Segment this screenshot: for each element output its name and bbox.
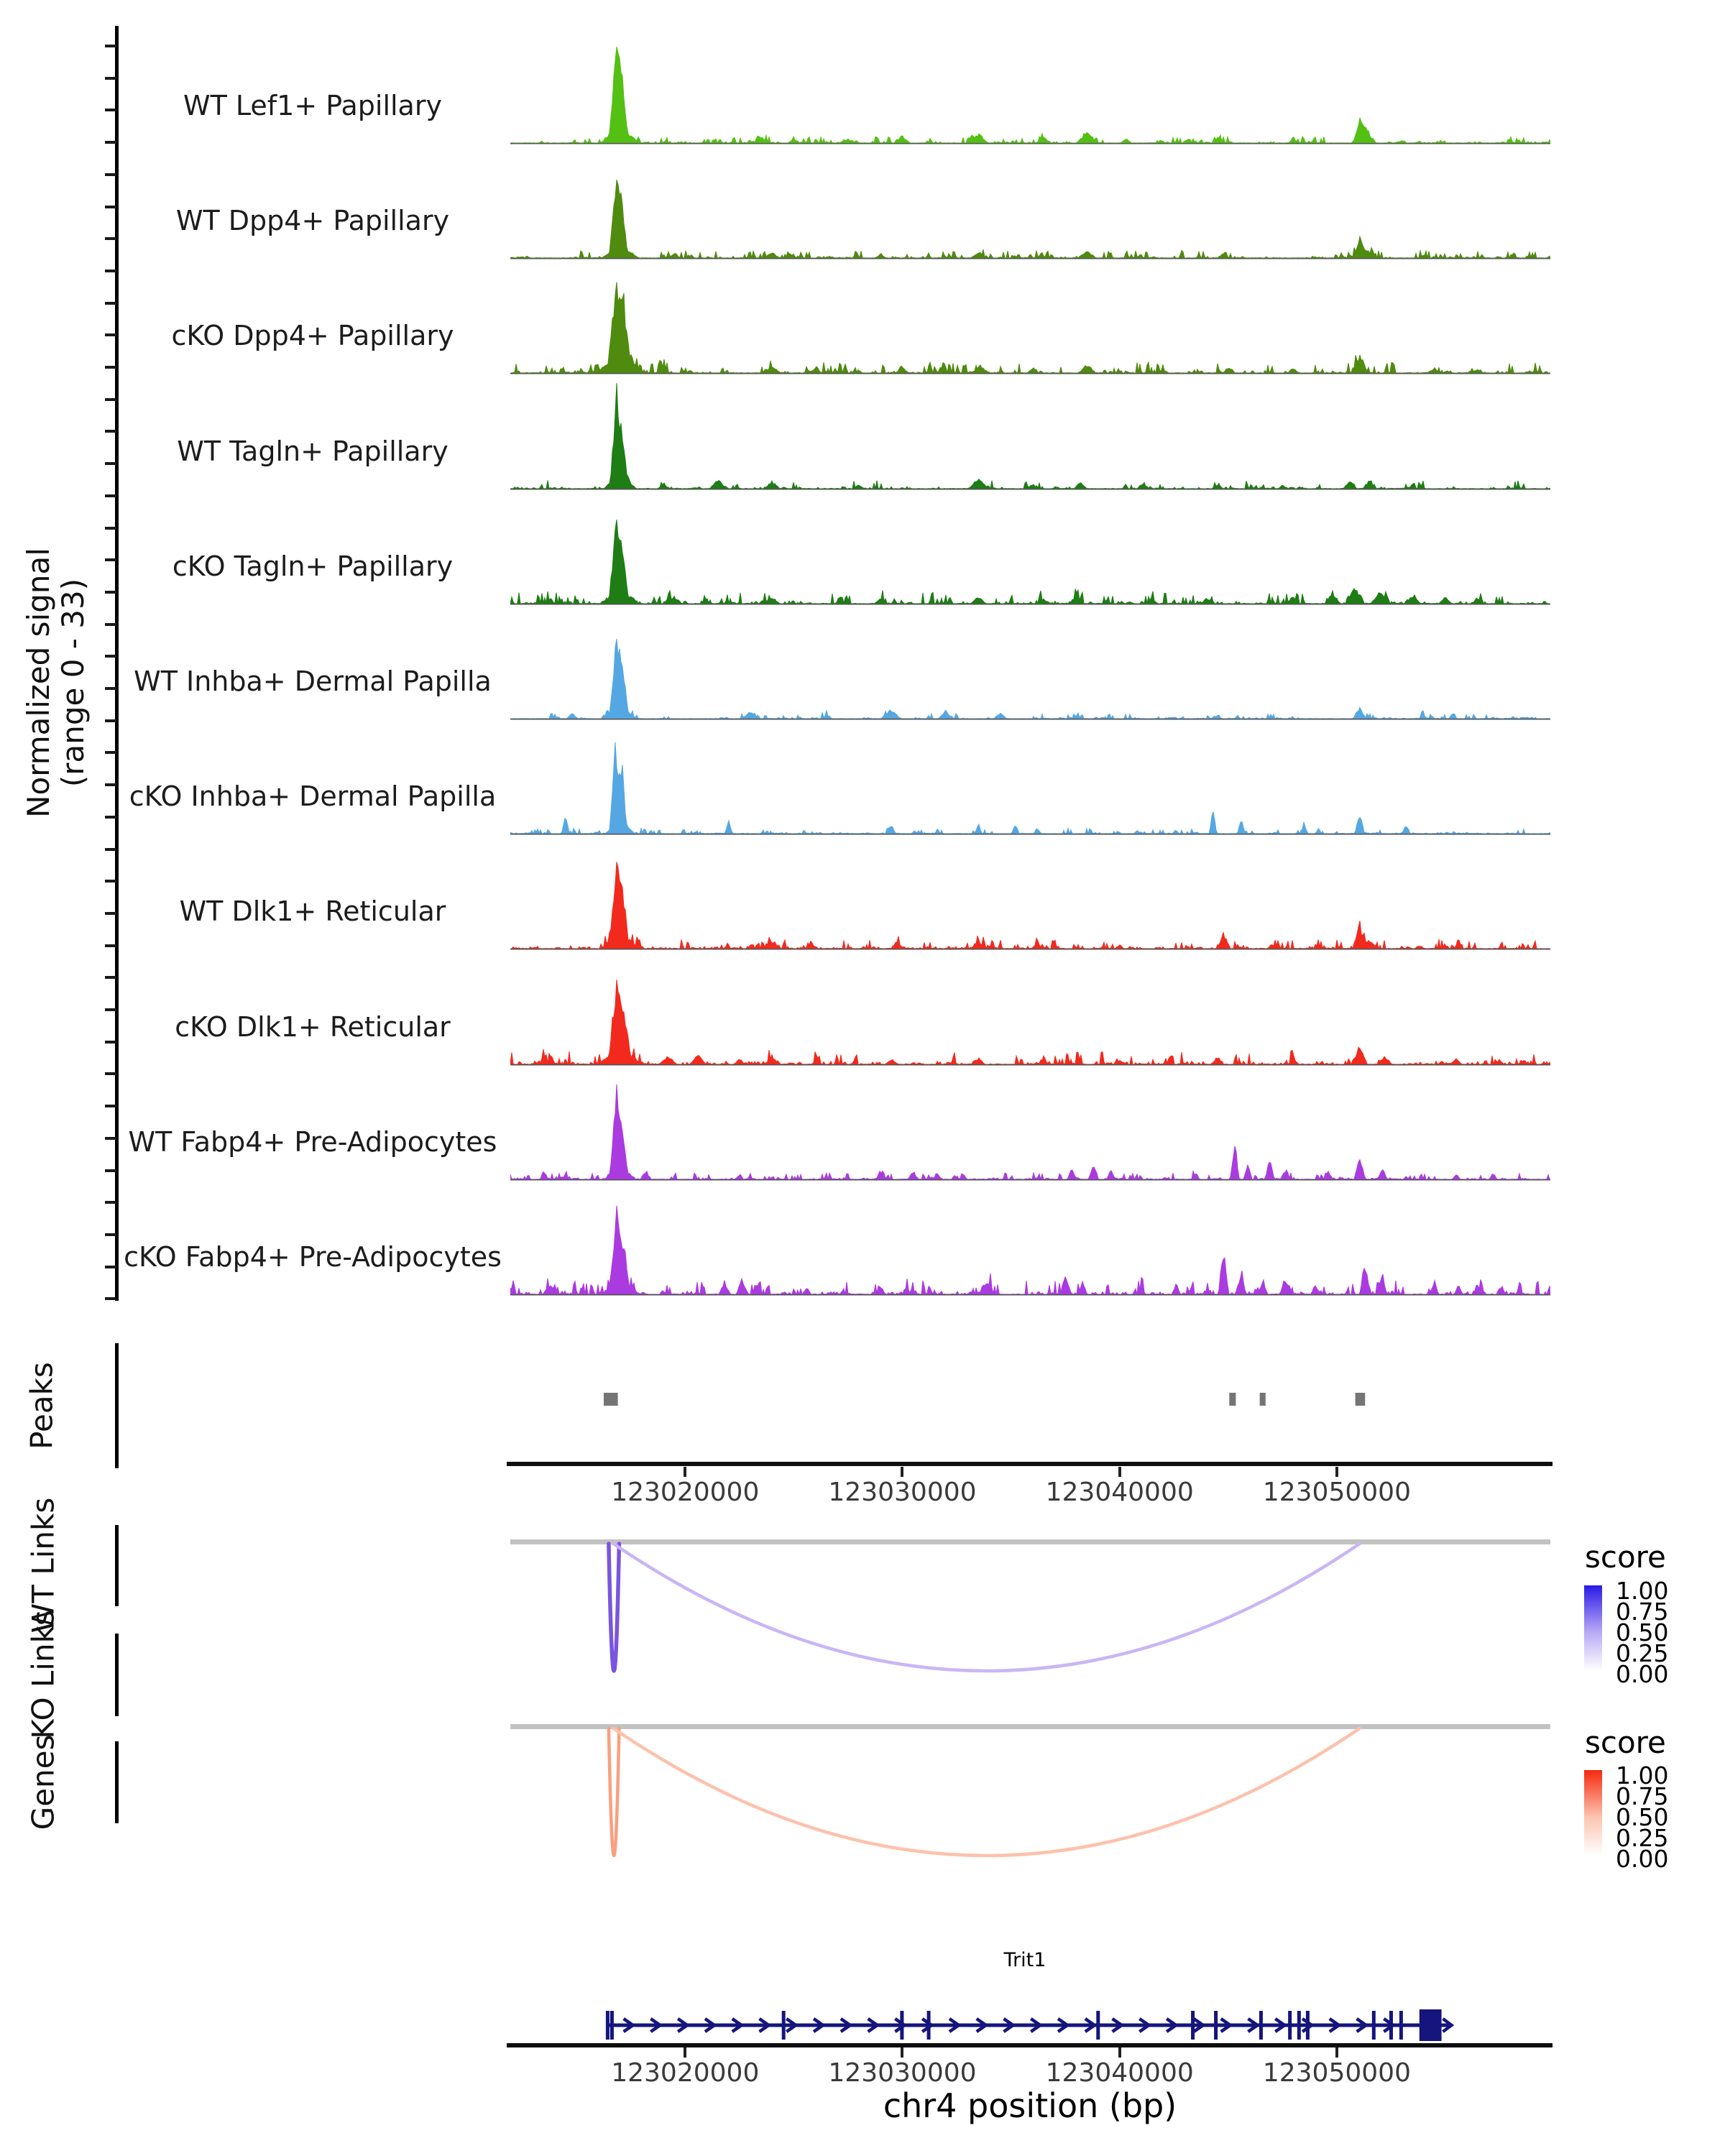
gene-exon xyxy=(1096,2011,1100,2040)
x-axis-tick xyxy=(684,2047,686,2058)
score-legend-value: 1.00 xyxy=(1616,1761,1669,1789)
coverage-area xyxy=(510,383,1550,489)
gene-exon xyxy=(1399,2011,1403,2040)
ko-links-arcs xyxy=(503,1726,1560,1877)
gene-name-label: Trit1 xyxy=(1003,1949,1046,1971)
wt-links-axis-line xyxy=(115,1525,119,1606)
y-axis-tick xyxy=(105,719,116,722)
x-axis-tick-label: 123040000 xyxy=(1045,2058,1194,2088)
score-legend-value: 0.25 xyxy=(1616,1824,1669,1852)
y-axis-tick xyxy=(105,1201,116,1204)
track-label: cKO Dlk1+ Reticular xyxy=(175,1010,451,1043)
y-axis-tick xyxy=(105,1072,116,1075)
y-axis-tick xyxy=(105,45,116,47)
gene-terminal-exon xyxy=(1420,2009,1442,2041)
link-arc xyxy=(614,1728,1360,1856)
gene-exon xyxy=(606,2011,610,2040)
y-axis-tick xyxy=(105,270,116,272)
y-axis-tick xyxy=(105,141,116,144)
y-axis-tick xyxy=(105,1105,116,1107)
y-axis-tick xyxy=(105,527,116,530)
peak-interval xyxy=(1356,1393,1366,1406)
score-legend-value: 0.50 xyxy=(1616,1803,1669,1831)
x-axis-tick xyxy=(901,1467,903,1477)
gene-exon xyxy=(900,2011,903,2040)
coverage-area xyxy=(510,520,1550,604)
y-axis-tick xyxy=(105,848,116,851)
coverage-area xyxy=(510,862,1550,949)
gene-exon xyxy=(1306,2011,1310,2040)
wt-links-arcs xyxy=(503,1542,1560,1692)
coverage-area xyxy=(510,1206,1550,1295)
y-axis-label-line2: (range 0 - 33) xyxy=(55,578,91,788)
track-label: cKO Inhba+ Dermal Papilla xyxy=(129,780,497,813)
coverage-area xyxy=(510,742,1550,834)
x-axis-tick xyxy=(1118,1467,1121,1477)
ko-links-axis-line xyxy=(115,1634,119,1716)
lower-x-axis-line xyxy=(507,2043,1552,2047)
score-legend-value: 0.75 xyxy=(1616,1782,1669,1810)
link-arc xyxy=(614,1544,1360,1671)
gene-exon xyxy=(1288,2011,1292,2040)
score-legend-value: 0.50 xyxy=(1616,1618,1669,1646)
link-arc xyxy=(609,1544,620,1671)
coverage-area xyxy=(510,282,1550,373)
y-axis-tick xyxy=(105,816,116,819)
coverage-track xyxy=(510,1187,1550,1296)
coverage-area xyxy=(510,47,1550,143)
coverage-area xyxy=(510,980,1550,1064)
coverage-track xyxy=(510,726,1550,836)
y-axis-tick xyxy=(105,1297,116,1300)
x-axis-tick xyxy=(901,2047,903,2058)
track-label: WT Dlk1+ Reticular xyxy=(179,895,446,928)
genes-axis-line xyxy=(115,1741,119,1823)
peak-interval xyxy=(1229,1393,1236,1406)
y-axis-tick xyxy=(105,1169,116,1172)
gene-exon xyxy=(1214,2011,1218,2040)
coverage-area xyxy=(510,180,1550,258)
y-axis-tick xyxy=(105,655,116,658)
coverage-track xyxy=(510,265,1550,375)
x-axis-tick-label: 123040000 xyxy=(1045,1478,1194,1507)
y-axis-tick xyxy=(105,366,116,369)
genes-section-label: Genes xyxy=(25,1734,61,1830)
peaks-axis-line xyxy=(115,1343,119,1468)
peaks-section-label: Peaks xyxy=(24,1362,60,1450)
x-axis-tick xyxy=(1335,2047,1338,2058)
y-axis-tick xyxy=(105,591,116,594)
score-legend-value: 0.75 xyxy=(1616,1598,1669,1626)
y-axis-tick xyxy=(105,944,116,947)
peak-interval xyxy=(1260,1393,1266,1406)
x-axis-tick-label: 123030000 xyxy=(828,2058,977,2088)
x-axis-tick xyxy=(1118,2047,1121,2058)
score-legend-value: 0.00 xyxy=(1616,1660,1669,1688)
coverage-track xyxy=(510,841,1550,951)
x-axis-title: chr4 position (bp) xyxy=(883,2086,1177,2125)
x-axis-tick xyxy=(1335,1467,1338,1477)
track-label: WT Fabp4+ Pre-Adipocytes xyxy=(128,1125,497,1158)
link-arc xyxy=(609,1728,620,1856)
x-axis-tick-label: 123050000 xyxy=(1262,2058,1411,2088)
x-axis-tick-label: 123030000 xyxy=(828,1478,977,1507)
x-axis-tick-label: 123050000 xyxy=(1262,1478,1411,1507)
gene-exon xyxy=(927,2011,931,2040)
track-label: WT Tagln+ Papillary xyxy=(177,435,448,467)
gene-exon xyxy=(610,2011,614,2040)
wt-links-section-label: WT Links xyxy=(25,1497,61,1634)
x-axis-tick-label: 123020000 xyxy=(611,1478,760,1507)
coverage-track xyxy=(510,611,1550,721)
y-axis-tick xyxy=(105,173,116,176)
y-axis-tick xyxy=(105,302,116,305)
x-axis-tick-label: 123020000 xyxy=(611,2058,760,2088)
peaks-track xyxy=(503,1387,1560,1416)
gene-exon xyxy=(1191,2011,1195,2040)
track-label: cKO Fabp4+ Pre-Adipocytes xyxy=(124,1241,502,1273)
score-legend-value: 1.00 xyxy=(1616,1577,1669,1605)
score-legend-value: 0.00 xyxy=(1616,1845,1669,1873)
wt-score-legend-bar xyxy=(1584,1585,1602,1671)
gene-exon xyxy=(782,2011,786,2040)
y-axis-tick xyxy=(105,623,116,626)
ko-score-legend-bar xyxy=(1584,1770,1602,1856)
coverage-track xyxy=(510,957,1550,1067)
coverage-track xyxy=(510,150,1550,260)
y-axis-tick xyxy=(105,398,116,401)
gene-exon xyxy=(1259,2011,1263,2040)
track-label: cKO Tagln+ Papillary xyxy=(172,550,454,582)
y-axis-label xyxy=(22,548,91,818)
coverage-area xyxy=(510,1084,1550,1179)
peak-interval xyxy=(604,1393,618,1406)
coverage-track xyxy=(510,381,1550,491)
ko-links-section-label: KO Links xyxy=(25,1610,61,1739)
gene-exon xyxy=(1389,2011,1393,2040)
y-axis-tick xyxy=(105,880,116,883)
track-label: WT Inhba+ Dermal Papilla xyxy=(134,665,492,697)
ko-score-legend-title: score xyxy=(1585,1725,1666,1760)
track-label: WT Dpp4+ Papillary xyxy=(175,205,450,237)
coverage-area xyxy=(510,639,1550,719)
y-axis-tick xyxy=(105,77,116,80)
y-axis-tick xyxy=(105,976,116,979)
wt-score-legend-title: score xyxy=(1585,1539,1666,1575)
track-label: cKO Dpp4+ Papillary xyxy=(171,320,454,352)
y-axis-tick xyxy=(105,237,116,240)
y-axis-tick xyxy=(105,430,116,433)
y-axis-label-line1: Normalized signal xyxy=(21,548,56,818)
upper-x-axis-line xyxy=(507,1462,1552,1466)
coverage-track xyxy=(510,1072,1550,1181)
y-axis-tick xyxy=(105,1233,116,1236)
x-axis-tick xyxy=(684,1467,686,1477)
coverage-track xyxy=(510,496,1550,606)
gene-exon xyxy=(1297,2011,1301,2040)
y-axis-tick xyxy=(105,751,116,754)
y-axis-tick xyxy=(105,494,116,497)
gene-exon xyxy=(1372,2011,1376,2040)
score-legend-value: 0.25 xyxy=(1616,1639,1669,1667)
track-label: WT Lef1+ Papillary xyxy=(183,90,442,121)
coverage-track xyxy=(510,35,1550,145)
